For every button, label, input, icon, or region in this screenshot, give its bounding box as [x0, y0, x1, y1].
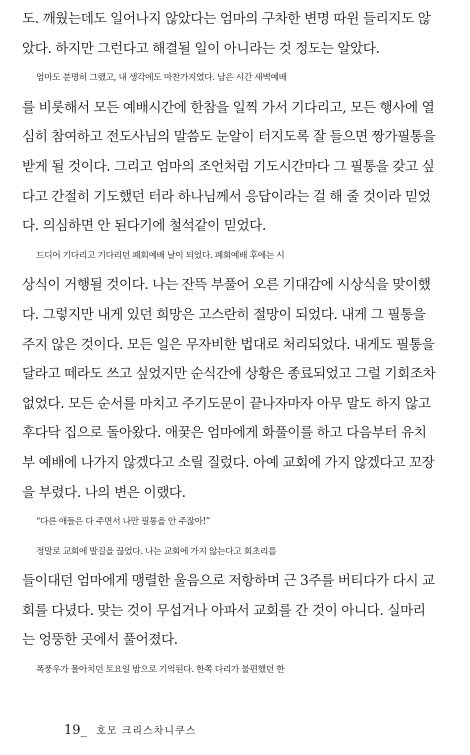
text-line: 를 비롯해서 모든 예배시간에 한참을 일찍 가서 기다리고, 모든 행사에 열	[22, 99, 435, 116]
text-line: 부 예배에 나가지 않겠다고 소릴 질렀다. 아예 교회에 가지 않겠다고 꼬장	[22, 454, 435, 471]
body-text	[22, 5, 450, 686]
text-line: 들이대던 엄마에게 맹렬한 울음으로 저항하며 근 3주를 버티다가 다시 교	[22, 573, 435, 590]
text-line: 받게 될 것이다. 그리고 엄마의 조언처럼 기도시간마다 그 필통을 갖고 싶	[22, 158, 435, 175]
running-title: 호모 크리스차니쿠스	[96, 726, 197, 737]
text-line: 정말로 교회에 발길을 끊었다. 나는 교회에 가지 않는다고 회초리를	[36, 546, 277, 557]
text-line: 엄마도 분명히 그랬고, 내 생각에도 마찬가지였다. 남은 시간 새벽예배	[36, 73, 287, 84]
text-line: 심히 참여하고 전도사님의 말씀도 눈알이 터지도록 잘 들으면 짱가필통을	[22, 129, 436, 146]
text-line: 드디어 기다리고 기다리던 폐회예배 날이 되었다. 폐회예배 후에는 시	[36, 250, 285, 261]
text-line: 도. 깨웠는데도 일어나지 않았다는 엄마의 구차한 변명 따윈 들리지도 않	[22, 11, 431, 27]
text-line: 다. 그렇지만 내게 있던 희망은 고스란히 절망이 되었다. 내게 그 필통을	[22, 306, 426, 323]
text-line: 없었다. 모든 순서를 마치고 주기도문이 끝나자마자 아무 말도 하지 않고	[22, 395, 431, 412]
text-line: 후다닥 집으로 돌아왔다. 애꿎은 엄마에게 화풀이를 하고 다음부터 유치	[22, 425, 427, 442]
text-line: 다. 의심하면 안 된다기에 철석같이 믿었다.	[22, 218, 266, 235]
text-line: “다른 애들은 다 주면서 나만 필통을 안 주잖아!”	[36, 517, 210, 528]
text-line: 상식이 거행될 것이다. 나는 잔뜩 부풀어 오른 기대감에 시상식을 맞이했	[22, 277, 431, 294]
page-footer	[64, 722, 196, 738]
text-line: 회를 다녔다. 맞는 것이 무섭거나 아파서 교회를 간 것이 아니다. 실마리	[22, 602, 426, 619]
text-line: 는 엉뚱한 곳에서 풀어졌다.	[22, 632, 178, 649]
text-line: 았다. 하지만 그런다고 해결될 일이 아니라는 것 정도는 알았다.	[22, 40, 380, 57]
text-line: 다고 간절히 기도했던 터라 하나님께서 응답이라는 걸 해 줄 것이라 믿었	[22, 188, 431, 205]
text-line: 폭풍우가 몰아치던 토요일 밤으로 기억된다. 한쪽 다리가 불편했던 한	[36, 665, 285, 676]
text-line: 주지 않은 것이다. 모든 일은 무자비한 법대로 처리되었다. 내게도 필통을	[22, 336, 435, 353]
page-number: 19_	[64, 723, 88, 738]
text-line: 달라고 떼라도 쓰고 싶었지만 순식간에 상황은 종료되었고 그럴 기회조차	[22, 366, 436, 383]
text-line: 을 부렸다. 나의 변은 이랬다.	[22, 484, 186, 501]
